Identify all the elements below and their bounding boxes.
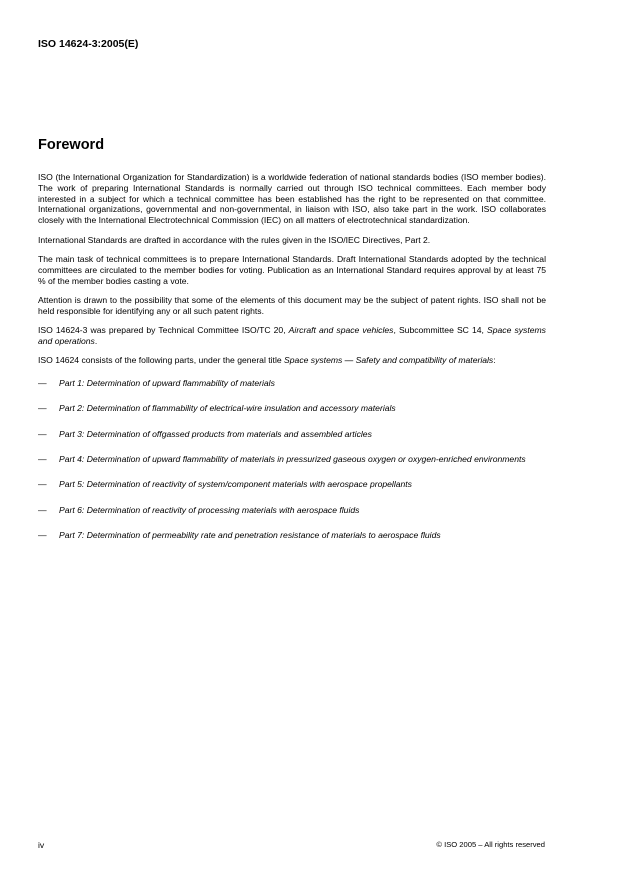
colon: : (493, 355, 496, 366)
list-dash: — (38, 504, 47, 515)
part-title: Part 2: Determination of flammability of electrical-wire insulation and accessory materials (59, 403, 396, 414)
general-title: Space systems — Safety and compatibility of materials (284, 355, 494, 366)
list-dash: — (38, 454, 47, 465)
paragraph-prepared-by (38, 325, 546, 347)
paragraph-iso-federation: ISO (the International Organization for Standardization) is a worldwide federation of national standards bodies (ISO member bodies). The work of preparing International Standards is normally carried out through ISO technical committees. Each member body interested in a subject for which a technical committee has been established has the right to be represented on that committee. International organizations, governmental and non-governmental, in liaison with ISO, also take part in the work. ISO collaborates closely with the International Electrotechnical Commission (IEC) on all matters of electrotechnical standardization. (38, 172, 546, 226)
paragraph-drafting-rules: International Standards are drafted in accordance with the rules given in the ISO/IEC Directives, Part 2. (38, 234, 431, 245)
list-dash: — (38, 428, 47, 439)
list-item (38, 454, 546, 465)
copyright-notice: © ISO 2005 – All rights reserved (436, 840, 545, 849)
period: . (94, 335, 98, 346)
foreword-body (38, 172, 546, 555)
prepared-by-text: ISO 14624-3 was prepared by Technical Committee ISO/TC 20, (38, 325, 289, 336)
list-item (38, 378, 546, 389)
list-item (38, 479, 546, 490)
part-title: Part 4: Determination of upward flammability of materials in pressurized gaseous oxygen or oxygen-enriched environments (59, 454, 526, 465)
list-item (38, 530, 546, 541)
committee-name: Aircraft and space vehicles (288, 325, 394, 336)
page-number: iv (38, 840, 45, 850)
parts-intro-text: ISO 14624 consists of the following parts, under the general title (38, 355, 285, 366)
part-title: Part 1: Determination of upward flammability of materials (59, 378, 275, 389)
list-item (38, 505, 546, 516)
list-item (38, 403, 546, 414)
subcommittee-name: Space systems and operations (38, 325, 546, 346)
list-dash: — (38, 403, 47, 414)
page-title: Foreword (38, 137, 105, 153)
paragraph-parts-intro (38, 355, 546, 366)
subcommittee-text: , Subcommittee SC 14, (393, 325, 488, 336)
list-dash: — (38, 479, 47, 490)
part-title: Part 5: Determination of reactivity of system/component materials with aerospace propellants (59, 479, 412, 490)
list-dash: — (38, 529, 47, 540)
list-dash: — (38, 378, 47, 389)
part-title: Part 6: Determination of reactivity of processing materials with aerospace fluids (59, 504, 360, 515)
standard-code-header: ISO 14624-3:2005(E) (38, 38, 139, 50)
part-title: Part 7: Determination of permeability rate and penetration resistance of materials to aerospace fluids (59, 529, 441, 540)
parts-list (38, 378, 546, 541)
paragraph-patent-rights: Attention is drawn to the possibility that some of the elements of this document may be the subject of patent rights. ISO shall not be held responsible for identifying any or all such patent rights. (38, 294, 546, 316)
paragraph-committee-task: The main task of technical committees is to prepare International Standards. Draft International Standards adopted by the technical committees are circulated to the member bodies for voting. Publication as an International Standard requires approval by at least 75 % of the member bodies casting a vote. (38, 253, 546, 286)
part-title: Part 3: Determination of offgassed products from materials and assembled articles (59, 428, 372, 439)
list-item (38, 429, 546, 440)
